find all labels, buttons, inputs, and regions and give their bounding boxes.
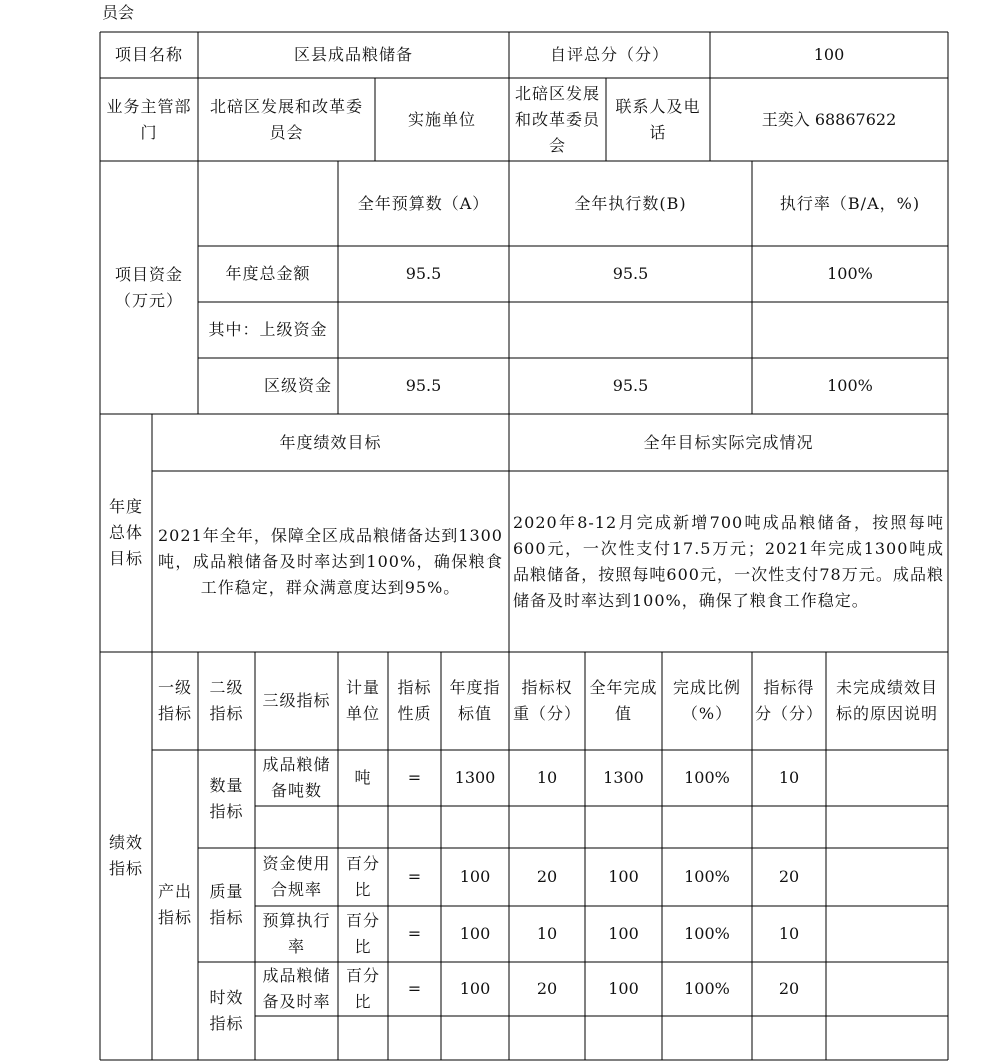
indicator-unit: 吨 — [354, 768, 372, 787]
contact-value: 王奕入 68867622 — [761, 109, 897, 129]
indicator-ratio: 100% — [684, 768, 730, 787]
indicator-unit: 百分 比 — [345, 854, 380, 899]
funds-row-name: 其中：上级资金 — [208, 320, 328, 339]
indicator-header-weight: 指标权 重（分） — [512, 678, 581, 723]
indicator-actual: 100 — [608, 867, 639, 886]
indicator-name — [255, 806, 338, 848]
indicator-score: 20 — [778, 979, 800, 998]
indicator-weight: 20 — [536, 979, 558, 998]
indicator-weight: 10 — [536, 924, 558, 943]
indicator-ratio: 100% — [684, 924, 730, 943]
indicator-reason — [826, 962, 948, 1016]
funds-row-rate: 100% — [827, 376, 873, 395]
indicator-name: 成品粮储 备及时率 — [262, 966, 331, 1011]
indicator-reason — [826, 906, 948, 962]
self-score-value: 100 — [813, 45, 845, 64]
indicator-nature: = — [407, 924, 422, 943]
indicator-header-unit: 计量 单位 — [345, 678, 380, 723]
indicator-name: 资金使用 合规率 — [262, 854, 331, 899]
funds-row-executed: 95.5 — [612, 264, 649, 283]
funds-label: 项目资金 （万元） — [114, 264, 183, 310]
funds-row-executed: 95.5 — [612, 376, 649, 395]
indicator-target: 100 — [459, 867, 491, 886]
indicator-score: 10 — [778, 768, 800, 787]
funds-row-budget: 95.5 — [405, 264, 442, 283]
indicator-level2-quantity: 数量 指标 — [209, 776, 244, 821]
indicator-reason — [826, 750, 948, 806]
indicator-header-level3: 三级指标 — [262, 691, 331, 710]
indicator-name — [255, 1016, 338, 1060]
indicator-level1-output: 产出 指标 — [157, 882, 192, 927]
indicator-target: 100 — [459, 979, 491, 998]
funds-col-rate: 执行率（B/A，%) — [779, 193, 921, 213]
indicator-name: 成品粮储 备吨数 — [262, 755, 331, 800]
indicator-header-ratio: 完成比例 （%） — [672, 678, 741, 723]
goals-target-text: 2021年全年，保障全区成品粮储备达到1300吨，成品粮储备及时率达到100%，确保粮食工作稳定，群众满意度达到95%。 — [158, 525, 503, 597]
funds-row-budget — [338, 302, 509, 358]
dept-label: 业务主管部 门 — [106, 96, 192, 142]
header-fragment: 员会 — [102, 3, 135, 22]
self-score-label: 自评总分（分） — [549, 45, 669, 64]
project-name-label: 项目名称 — [114, 45, 183, 64]
indicator-header-score: 指标得 分（分） — [754, 678, 823, 723]
funds-row-budget: 95.5 — [405, 376, 442, 395]
indicator-target: 100 — [459, 924, 491, 943]
indicator-level2-timeliness: 时效 指标 — [209, 988, 244, 1033]
indicator-actual: 100 — [608, 979, 639, 998]
indicator-score: 20 — [778, 867, 800, 886]
goals-actual-header: 全年目标实际完成情况 — [643, 432, 814, 452]
indicator-unit: 百分 比 — [345, 966, 380, 1011]
indicator-nature: = — [407, 979, 422, 998]
indicator-name: 预算执行 率 — [262, 911, 331, 956]
indicator-header-nature: 指标 性质 — [397, 678, 432, 723]
indicators-label: 绩效 指标 — [108, 833, 143, 878]
funds-row-rate: 100% — [827, 264, 873, 283]
project-name-value: 区县成品粮储备 — [293, 45, 413, 64]
indicator-actual: 1300 — [603, 768, 644, 787]
goals-label: 年度 总体 目标 — [108, 497, 143, 568]
funds-col-executed: 全年执行数(B) — [574, 193, 687, 213]
indicator-ratio: 100% — [684, 979, 730, 998]
indicator-nature: = — [407, 768, 422, 787]
indicator-score: 10 — [778, 924, 800, 943]
goals-target-header: 年度绩效目标 — [279, 432, 382, 452]
indicator-actual: 100 — [608, 924, 639, 943]
indicator-level2-quality: 质量 指标 — [209, 882, 244, 927]
indicator-header-actual: 全年完成 值 — [589, 678, 658, 723]
indicator-weight: 20 — [536, 867, 558, 886]
indicator-unit: 百分 比 — [345, 911, 380, 956]
impl-label: 实施单位 — [407, 109, 476, 129]
indicator-nature: = — [407, 867, 422, 886]
funds-row-name: 年度总金额 — [225, 264, 311, 283]
indicator-header-level1: 一级 指标 — [157, 678, 192, 723]
indicator-reason — [826, 848, 948, 906]
funds-row-name: 区级资金 — [263, 376, 332, 395]
funds-row-rate — [752, 302, 948, 358]
indicator-header-level2: 二级 指标 — [209, 678, 244, 723]
contact-label: 联系人及电 话 — [615, 96, 701, 142]
impl-value: 北碚区发展 和改革委员 会 — [514, 83, 600, 155]
goals-actual-text: 2020年8-12月完成新增700吨成品粮储备，按照每吨600元，一次性支付17.5万元；2021年完成1300吨成品粮储备，按照每吨600元，一次性支付78万元。成品粮储备及时率达到100%，确保了粮食工作稳定。 — [513, 512, 944, 610]
dept-value: 北碚区发展和改革委 员会 — [209, 96, 363, 142]
funds-col-budget: 全年预算数（A） — [357, 193, 490, 213]
indicator-weight: 10 — [536, 768, 558, 787]
indicator-header-reason: 未完成绩效目 标的原因说明 — [835, 678, 938, 723]
indicator-ratio: 100% — [684, 867, 730, 886]
indicator-header-target: 年度指 标值 — [449, 678, 501, 723]
funds-row-executed — [509, 302, 752, 358]
indicator-target: 1300 — [454, 768, 496, 787]
